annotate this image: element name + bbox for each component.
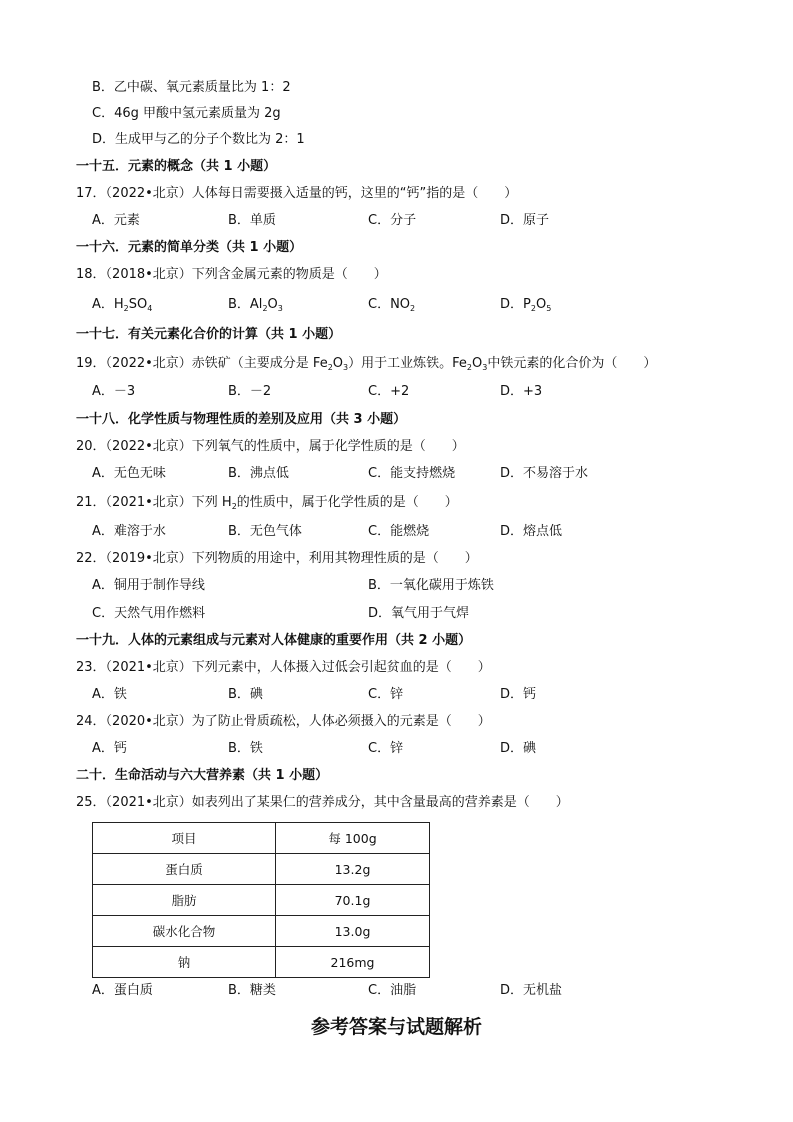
q22-option-c: C．天然气用作燃料 xyxy=(92,606,206,621)
q23-option-b: B．碘 xyxy=(228,687,263,702)
question-17: 17．（2022•北京）人体每日需要摄入适量的钙，这里的“钙”指的是（ ） xyxy=(76,186,518,201)
q23-option-a: A．铁 xyxy=(92,687,127,702)
q22-option-b: B．一氧化碳用于炼铁 xyxy=(368,578,494,593)
table-row xyxy=(93,885,430,916)
q21-option-a: A．难溶于水 xyxy=(92,524,166,539)
table-header-cell: 项目 xyxy=(93,823,276,854)
q18-option-a: A．$H_2SO_4$ xyxy=(92,297,153,313)
table-row xyxy=(93,854,430,885)
q17-option-a: A．元素 xyxy=(92,213,140,228)
table-cell: 216mg xyxy=(276,947,430,978)
table-row xyxy=(93,947,430,978)
answers-title: 参考答案与试题解析 xyxy=(310,1016,482,1038)
table-cell: 70.1g xyxy=(276,885,430,916)
q25-option-b: B．糖类 xyxy=(228,983,276,998)
table-cell: 13.2g xyxy=(276,854,430,885)
q21-option-c: C．能燃烧 xyxy=(368,524,430,539)
q17-option-c: C．分子 xyxy=(368,213,417,228)
q19-option-b: B．－2 xyxy=(228,384,272,399)
q19-option-a: A．－3 xyxy=(92,384,136,399)
section-heading: 一十七．有关元素化合价的计算（共 1 小题） xyxy=(76,327,342,342)
q25-option-d: D．无机盐 xyxy=(500,983,563,998)
q23-option-c: C．锌 xyxy=(368,687,404,702)
option-b: B．乙中碳、氧元素质量比为 1：2 xyxy=(92,80,291,95)
q20-option-b: B．沸点低 xyxy=(228,466,289,481)
q24-option-a: A．钙 xyxy=(92,741,127,756)
question-22: 22．（2019•北京）下列物质的用途中，利用其物理性质的是（ ） xyxy=(76,551,478,566)
q22-option-d: D．氧气用于气焊 xyxy=(368,606,470,621)
table-row xyxy=(93,823,430,854)
q18-option-c: C．$NO_2$ xyxy=(368,297,416,313)
q20-option-a: A．无色无味 xyxy=(92,466,166,481)
q24-option-b: B．铁 xyxy=(228,741,263,756)
table-cell: 碳水化合物 xyxy=(93,916,276,947)
q20-option-d: D．不易溶于水 xyxy=(500,466,589,481)
question-23: 23．（2021•北京）下列元素中，人体摄入过低会引起贫血的是（ ） xyxy=(76,660,491,675)
question-24: 24．（2020•北京）为了防止骨质疏松，人体必须摄入的元素是（ ） xyxy=(76,714,491,729)
question-25: 25．（2021•北京）如表列出了某果仁的营养成分，其中含量最高的营养素是（ ） xyxy=(76,795,569,810)
table-cell: 13.0g xyxy=(276,916,430,947)
section-heading: 一十八．化学性质与物理性质的差别及应用（共 3 小题） xyxy=(76,412,407,427)
q25-option-c: C．油脂 xyxy=(368,983,417,998)
section-heading: 二十．生命活动与六大营养素（共 1 小题） xyxy=(76,768,329,783)
question-21: 21．（2021•北京）下列 $H_2$的性质中，属于化学性质的是（ ） xyxy=(76,495,458,511)
q20-option-c: C．能支持燃烧 xyxy=(368,466,456,481)
q17-option-b: B．单质 xyxy=(228,213,276,228)
table-cell: 脂肪 xyxy=(93,885,276,916)
q22-option-a: A．铜用于制作导线 xyxy=(92,578,205,593)
option-d: D．生成甲与乙的分子个数比为 2：1 xyxy=(92,132,305,147)
table-row xyxy=(93,916,430,947)
q19-option-c: C．+2 xyxy=(368,384,410,399)
q25-option-a: A．蛋白质 xyxy=(92,983,153,998)
q17-option-d: D．原子 xyxy=(500,213,550,228)
q21-option-d: D．熔点低 xyxy=(500,524,563,539)
table-cell: 蛋白质 xyxy=(93,854,276,885)
question-18: 18．（2018•北京）下列含金属元素的物质是（ ） xyxy=(76,267,387,282)
option-c: C．46g 甲酸中氢元素质量为 2g xyxy=(92,106,281,121)
section-heading: 一十六．元素的简单分类（共 1 小题） xyxy=(76,240,303,255)
table-header-cell: 每 100g xyxy=(276,823,430,854)
q21-option-b: B．无色气体 xyxy=(228,524,302,539)
table-cell: 钠 xyxy=(93,947,276,978)
q18-option-b: B．$Al_2O_3$ xyxy=(228,297,283,313)
section-heading: 一十五．元素的概念（共 1 小题） xyxy=(76,159,277,174)
q23-option-d: D．钙 xyxy=(500,687,537,702)
q24-option-d: D．碘 xyxy=(500,741,537,756)
question-19: 19．（2022•北京）赤铁矿（主要成分是 $Fe_2O_3$）用于工业炼铁。$Fe_2O_3$中铁元素的化合价为（ ） xyxy=(76,356,657,372)
q19-option-d: D．+3 xyxy=(500,384,543,399)
q24-option-c: C．锌 xyxy=(368,741,404,756)
section-heading: 一十九．人体的元素组成与元素对人体健康的重要作用（共 2 小题） xyxy=(76,633,472,648)
nutrition-table xyxy=(92,822,430,978)
q18-option-d: D．$P_2O_5$ xyxy=(500,297,552,313)
question-20: 20．（2022•北京）下列氧气的性质中，属于化学性质的是（ ） xyxy=(76,439,465,454)
